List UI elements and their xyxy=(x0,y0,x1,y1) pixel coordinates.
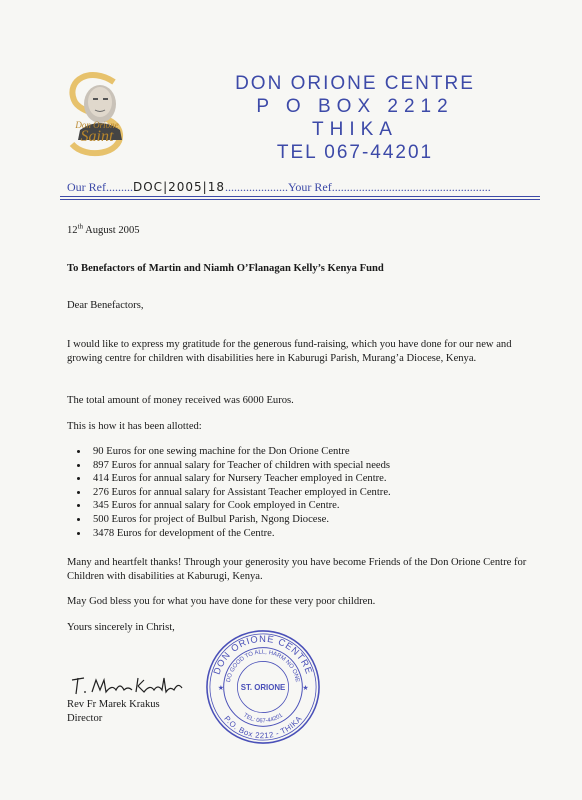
letter-subject: To Benefactors of Martin and Niamh O’Flanagan Kelly’s Kenya Fund xyxy=(67,263,384,274)
po-box: P O BOX 2212 xyxy=(256,96,454,117)
letterhead-block xyxy=(215,72,495,164)
stamp-outer-bottom: P.O. Box 2212 - THIKA xyxy=(222,714,304,741)
svg-text:P.O. Box 2212 - THIKA xyxy=(222,714,304,740)
paragraph-total: The total amount of money received was 6000 Euros. xyxy=(67,395,294,406)
paragraph-allotted-intro: This is how it has been allotted: xyxy=(67,421,202,432)
org-name: DON ORIONE CENTRE xyxy=(235,73,475,94)
header-rule-secondary xyxy=(60,199,540,200)
paragraph-gratitude: I would like to express my gratitude for the generous fund-raising, which you have done for our new and growing centre for children with disabilities here in Kaburugi Parish, Murang’a Diocese, Kenya. xyxy=(67,339,512,364)
logo-caption xyxy=(62,120,132,145)
stamp-inner-bottom: TEL: 067-44201 xyxy=(242,712,284,725)
svg-text:DO GOOD TO ALL, HARM NO ONE xyxy=(226,649,300,682)
signer-name: Rev Fr Marek Krakus xyxy=(67,699,160,710)
town: THIKA xyxy=(312,119,398,140)
list-item: • 500 Euros for project of Bulbul Parish, Ngong Diocese. xyxy=(89,513,539,527)
svg-text:★: ★ xyxy=(217,684,224,692)
reference-line: Our Ref.........DOC|2005|18.....................Your Ref..................................................... xyxy=(67,180,491,194)
our-ref-value: DOC|2005|18 xyxy=(133,180,225,194)
stamp-center: ST. ORIONE xyxy=(240,682,286,692)
list-item: • 276 Euros for annual salary for Assistant Teacher employed in Centre. xyxy=(89,486,539,500)
salutation: Dear Benefactors, xyxy=(67,300,144,311)
stamp-inner-top: DO GOOD TO ALL, HARM NO ONE xyxy=(225,649,301,683)
paragraph-thanks: Many and heartfelt thanks! Through your generosity you have become Friends of the Don Orione Centre for Children with disabilities at Kaburugi, Kenya. xyxy=(67,557,527,582)
letter-date: 12th August 2005 xyxy=(67,222,140,236)
list-item: • 414 Euros for annual salary for Nursery Teacher employed in Centre. xyxy=(89,472,539,486)
list-item: • 345 Euros for annual salary for Cook employed in Centre. xyxy=(89,499,539,513)
header-rule xyxy=(60,196,540,197)
allotment-list xyxy=(67,445,539,540)
logo-line2: Saint xyxy=(80,128,114,145)
handwritten-signature xyxy=(70,672,190,698)
list-item: • 897 Euros for annual salary for Teacher of children with special needs xyxy=(89,459,539,473)
svg-text:TEL: 067-44201 xyxy=(242,713,284,725)
centre-stamp xyxy=(204,628,322,746)
logo-line1: Don Orione xyxy=(75,120,119,130)
paragraph-blessing: May God bless you for what you have done for these very poor children. xyxy=(67,596,376,607)
telephone: TEL 067-44201 xyxy=(276,142,434,163)
our-ref-label: Our Ref xyxy=(67,180,106,194)
stamp-outer-top: DON ORIONE CENTRE xyxy=(211,633,315,676)
list-item: • 3478 Euros for development of the Centre. xyxy=(89,527,539,541)
closing: Yours sincerely in Christ, xyxy=(67,622,175,633)
svg-text:★: ★ xyxy=(302,684,309,692)
your-ref-label: Your Ref xyxy=(287,180,332,194)
list-item: • 90 Euros for one sewing machine for the Don Orione Centre xyxy=(89,445,539,459)
signer-title: Director xyxy=(67,713,103,724)
